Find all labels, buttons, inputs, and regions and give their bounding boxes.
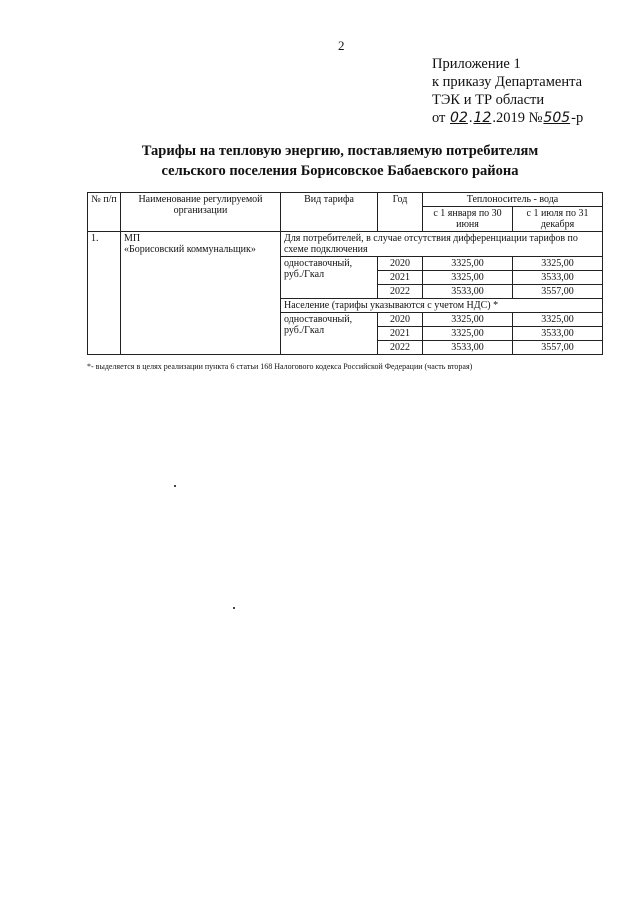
value-cell: 3533,00: [423, 341, 513, 355]
group-caption: Для потребителей, в случае отсутствия дифференциации тарифов по схеме подключения: [281, 232, 603, 257]
year-cell: 2020: [378, 257, 423, 271]
value-cell: 3325,00: [513, 313, 603, 327]
header-period-2: с 1 июля по 31 декабря: [513, 207, 603, 232]
value-cell: 3533,00: [513, 327, 603, 341]
value-cell: 3325,00: [423, 313, 513, 327]
appendix-line-3: ТЭК и ТР области: [432, 92, 545, 108]
header-org: Наименование регулируемой организации: [121, 193, 281, 232]
date-prefix: от: [432, 110, 446, 126]
value-cell: 3325,00: [513, 257, 603, 271]
value-cell: 3325,00: [423, 271, 513, 285]
order-number: 505: [543, 110, 571, 126]
group-caption: Население (тарифы указываются с учетом НДС) *: [281, 299, 603, 313]
row-num: 1.: [88, 232, 121, 355]
header-year: Год: [378, 193, 423, 232]
appendix-date-line: от 02.12.2019 №505-р: [432, 110, 584, 126]
org-name-line-1: МП: [124, 233, 141, 244]
tariff-type: одноставочный, руб./Гкал: [281, 313, 378, 355]
date-day: 02: [450, 110, 468, 126]
header-row-1: [88, 193, 603, 207]
year-cell: 2022: [378, 341, 423, 355]
tariff-table: [87, 192, 603, 355]
header-carrier: Теплоноситель - вода: [423, 193, 603, 207]
value-cell: 3557,00: [513, 285, 603, 299]
value-cell: 3557,00: [513, 341, 603, 355]
year-cell: 2022: [378, 285, 423, 299]
number-suffix: -р: [571, 110, 584, 126]
value-cell: 3325,00: [423, 257, 513, 271]
footnote: *- выделяется в целях реализации пункта 6 статьи 168 Налогового кодекса Российской Федерации (часть вторая): [87, 362, 473, 371]
title-line-2: сельского поселения Борисовское Бабаевского района: [161, 163, 519, 179]
appendix-line-2: к приказу Департамента: [432, 74, 583, 90]
year-cell: 2021: [378, 271, 423, 285]
scan-speck: [233, 607, 235, 609]
date-year: 2019: [495, 110, 525, 126]
number-prefix: №: [528, 110, 543, 126]
value-cell: 3325,00: [423, 327, 513, 341]
org-name-line-2: «Борисовский коммунальщик»: [124, 244, 256, 255]
title-line-1: Тарифы на тепловую энергию, поставляемую потребителям: [141, 143, 539, 159]
table-row: [88, 232, 603, 257]
value-cell: 3533,00: [513, 271, 603, 285]
tariff-type: одноставочный, руб./Гкал: [281, 257, 378, 299]
header-type: Вид тарифа: [281, 193, 378, 232]
page-number: 2: [338, 38, 345, 53]
date-month: 12: [473, 110, 492, 126]
appendix-line-1: Приложение 1: [432, 56, 521, 72]
document-title: [90, 141, 590, 181]
header-period-1: с 1 января по 30 июня: [423, 207, 513, 232]
org-name: [121, 232, 281, 355]
value-cell: 3533,00: [423, 285, 513, 299]
header-num: № п/п: [88, 193, 121, 232]
year-cell: 2020: [378, 313, 423, 327]
appendix-block: [432, 55, 583, 127]
scan-speck: [174, 485, 176, 487]
year-cell: 2021: [378, 327, 423, 341]
